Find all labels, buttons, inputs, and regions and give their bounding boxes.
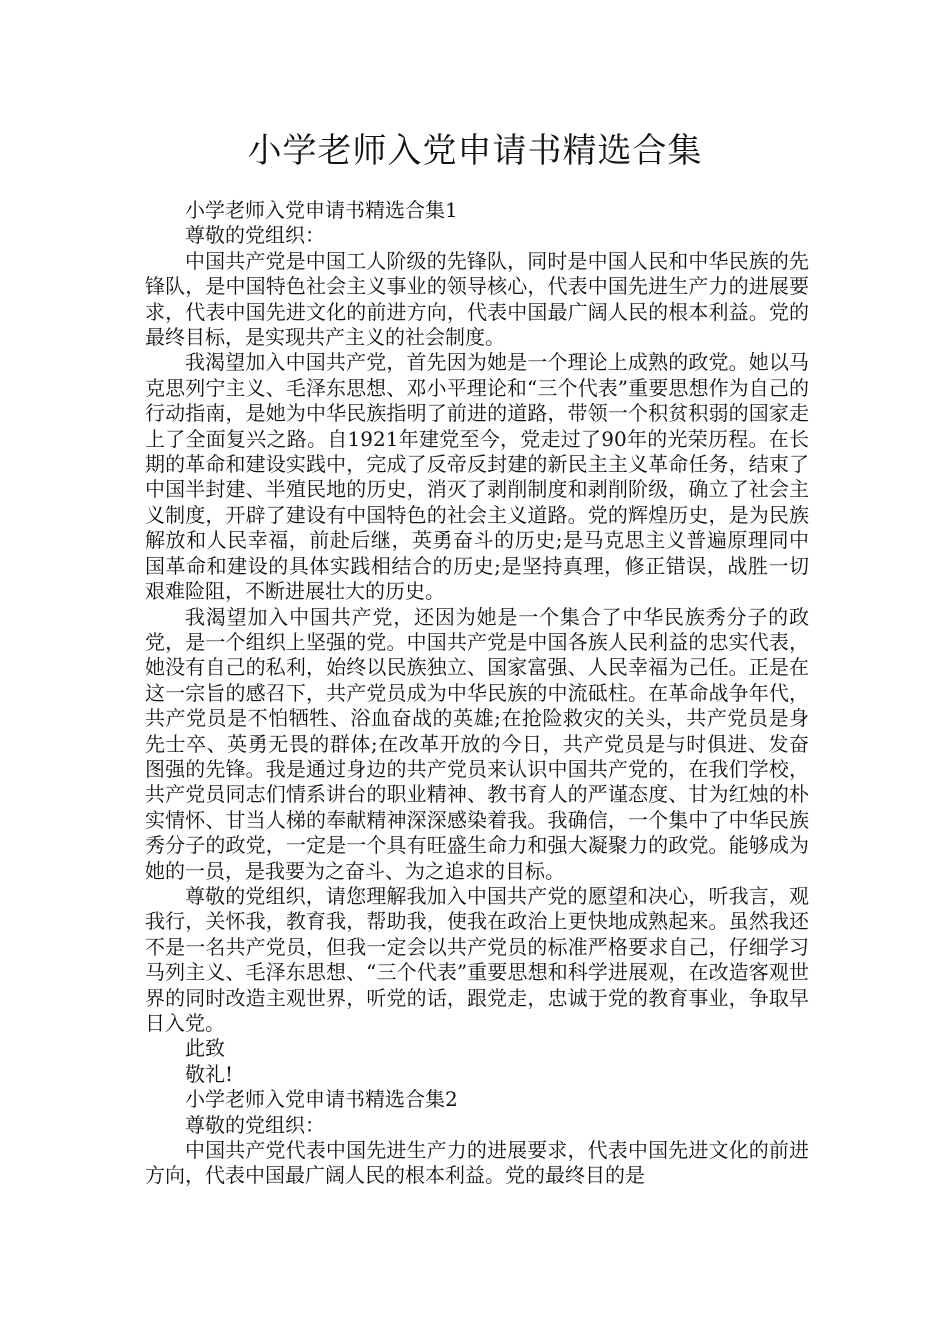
closing-line-2: 敬礼! [185, 1061, 234, 1086]
document-body [145, 198, 809, 1189]
paragraph: 我渴望加入中国共产党，首先因为她是一个理论上成熟的政党。她以马克思列宁主义、毛泽东思想、邓小平理论和“三个代表”重要思想作为自己的行动指南，是她为中华民族指明了前进的道路，带领一个积贫积弱的国家走上了全面复兴之路。自1921年建党至今，党走过了90年的光荣历程。在长期的革命和建设实践中，完成了反帝反封建的新民主主义革命任务，结束了中国半封建、半殖民地的历史，消灭了剥削制度和剥削阶级，确立了社会主义制度，开辟了建设有中国特色的社会主义道路。党的辉煌历史，是为民族解放和人民幸福，前赴后继，英勇奋斗的历史;是马克思主义普遍原理同中国革命和建设的具体实践相结合的历史;是坚持真理，修正错误，战胜一切艰难险阻，不断进展壮大的历史。 [145, 350, 809, 604]
salutation-1: 尊敬的党组织： [185, 223, 325, 248]
closing-line-1: 此致 [185, 1036, 225, 1061]
salutation-2: 尊敬的党组织： [185, 1112, 325, 1137]
paragraph: 中国共产党是中国工人阶级的先锋队，同时是中国人民和中华民族的先锋队，是中国特色社会主义事业的领导核心，代表中国先进生产力的进展要求，代表中国先进文化的前进方向，代表中国最广阔人民的根本利益。党的最终目标，是实现共产主义的社会制度。 [145, 248, 809, 350]
paragraph: 尊敬的党组织，请您理解我加入中国共产党的愿望和决心，听我言，观我行，关怀我，教育我，帮助我，使我在政治上更快地成熟起来。虽然我还不是一名共产党员，但我一定会以共产党员的标准严格要求自己，仔细学习马列主义、毛泽东思想、“三个代表”重要思想和科学进展观，在改造客观世界的同时改造主观世界，听党的话，跟党走，忠诚于党的教育事业，争取早日入党。 [145, 883, 809, 1035]
section-heading-1: 小学老师入党申请书精选合集1 [185, 198, 458, 222]
document-title: 小学老师入党申请书精选合集 [247, 131, 703, 171]
paragraph: 中国共产党代表中国先进生产力的进展要求，代表中国先进文化的前进方向，代表中国最广阔人民的根本利益。党的最终目的是 [145, 1138, 809, 1188]
paragraph: 我渴望加入中国共产党，还因为她是一个集合了中华民族秀分子的政党，是一个组织上坚强的党。中国共产党是中国各族人民利益的忠实代表，她没有自己的私利，始终以民族独立、国家富强、人民幸福为己任。正是在这一宗旨的感召下，共产党员成为中华民族的中流砥柱。在革命战争年代，共产党员是不怕牺牲、浴血奋战的英雄;在抢险救灾的关头，共产党员是身先士卒、英勇无畏的群体;在改革开放的今日，共产党员是与时俱进、发奋图强的先锋。我是通过身边的共产党员来认识中国共产党的，在我们学校，共产党员同志们情系讲台的职业精神、教书育人的严谨态度、甘为红烛的朴实情怀、甘当人梯的奉献精神深深感染着我。我确信，一个集中了中华民族秀分子的政党，一定是一个具有旺盛生命力和强大凝聚力的政党。能够成为她的一员，是我要为之奋斗、为之追求的目标。 [145, 604, 809, 883]
section-heading-2: 小学老师入党申请书精选合集2 [185, 1087, 458, 1112]
